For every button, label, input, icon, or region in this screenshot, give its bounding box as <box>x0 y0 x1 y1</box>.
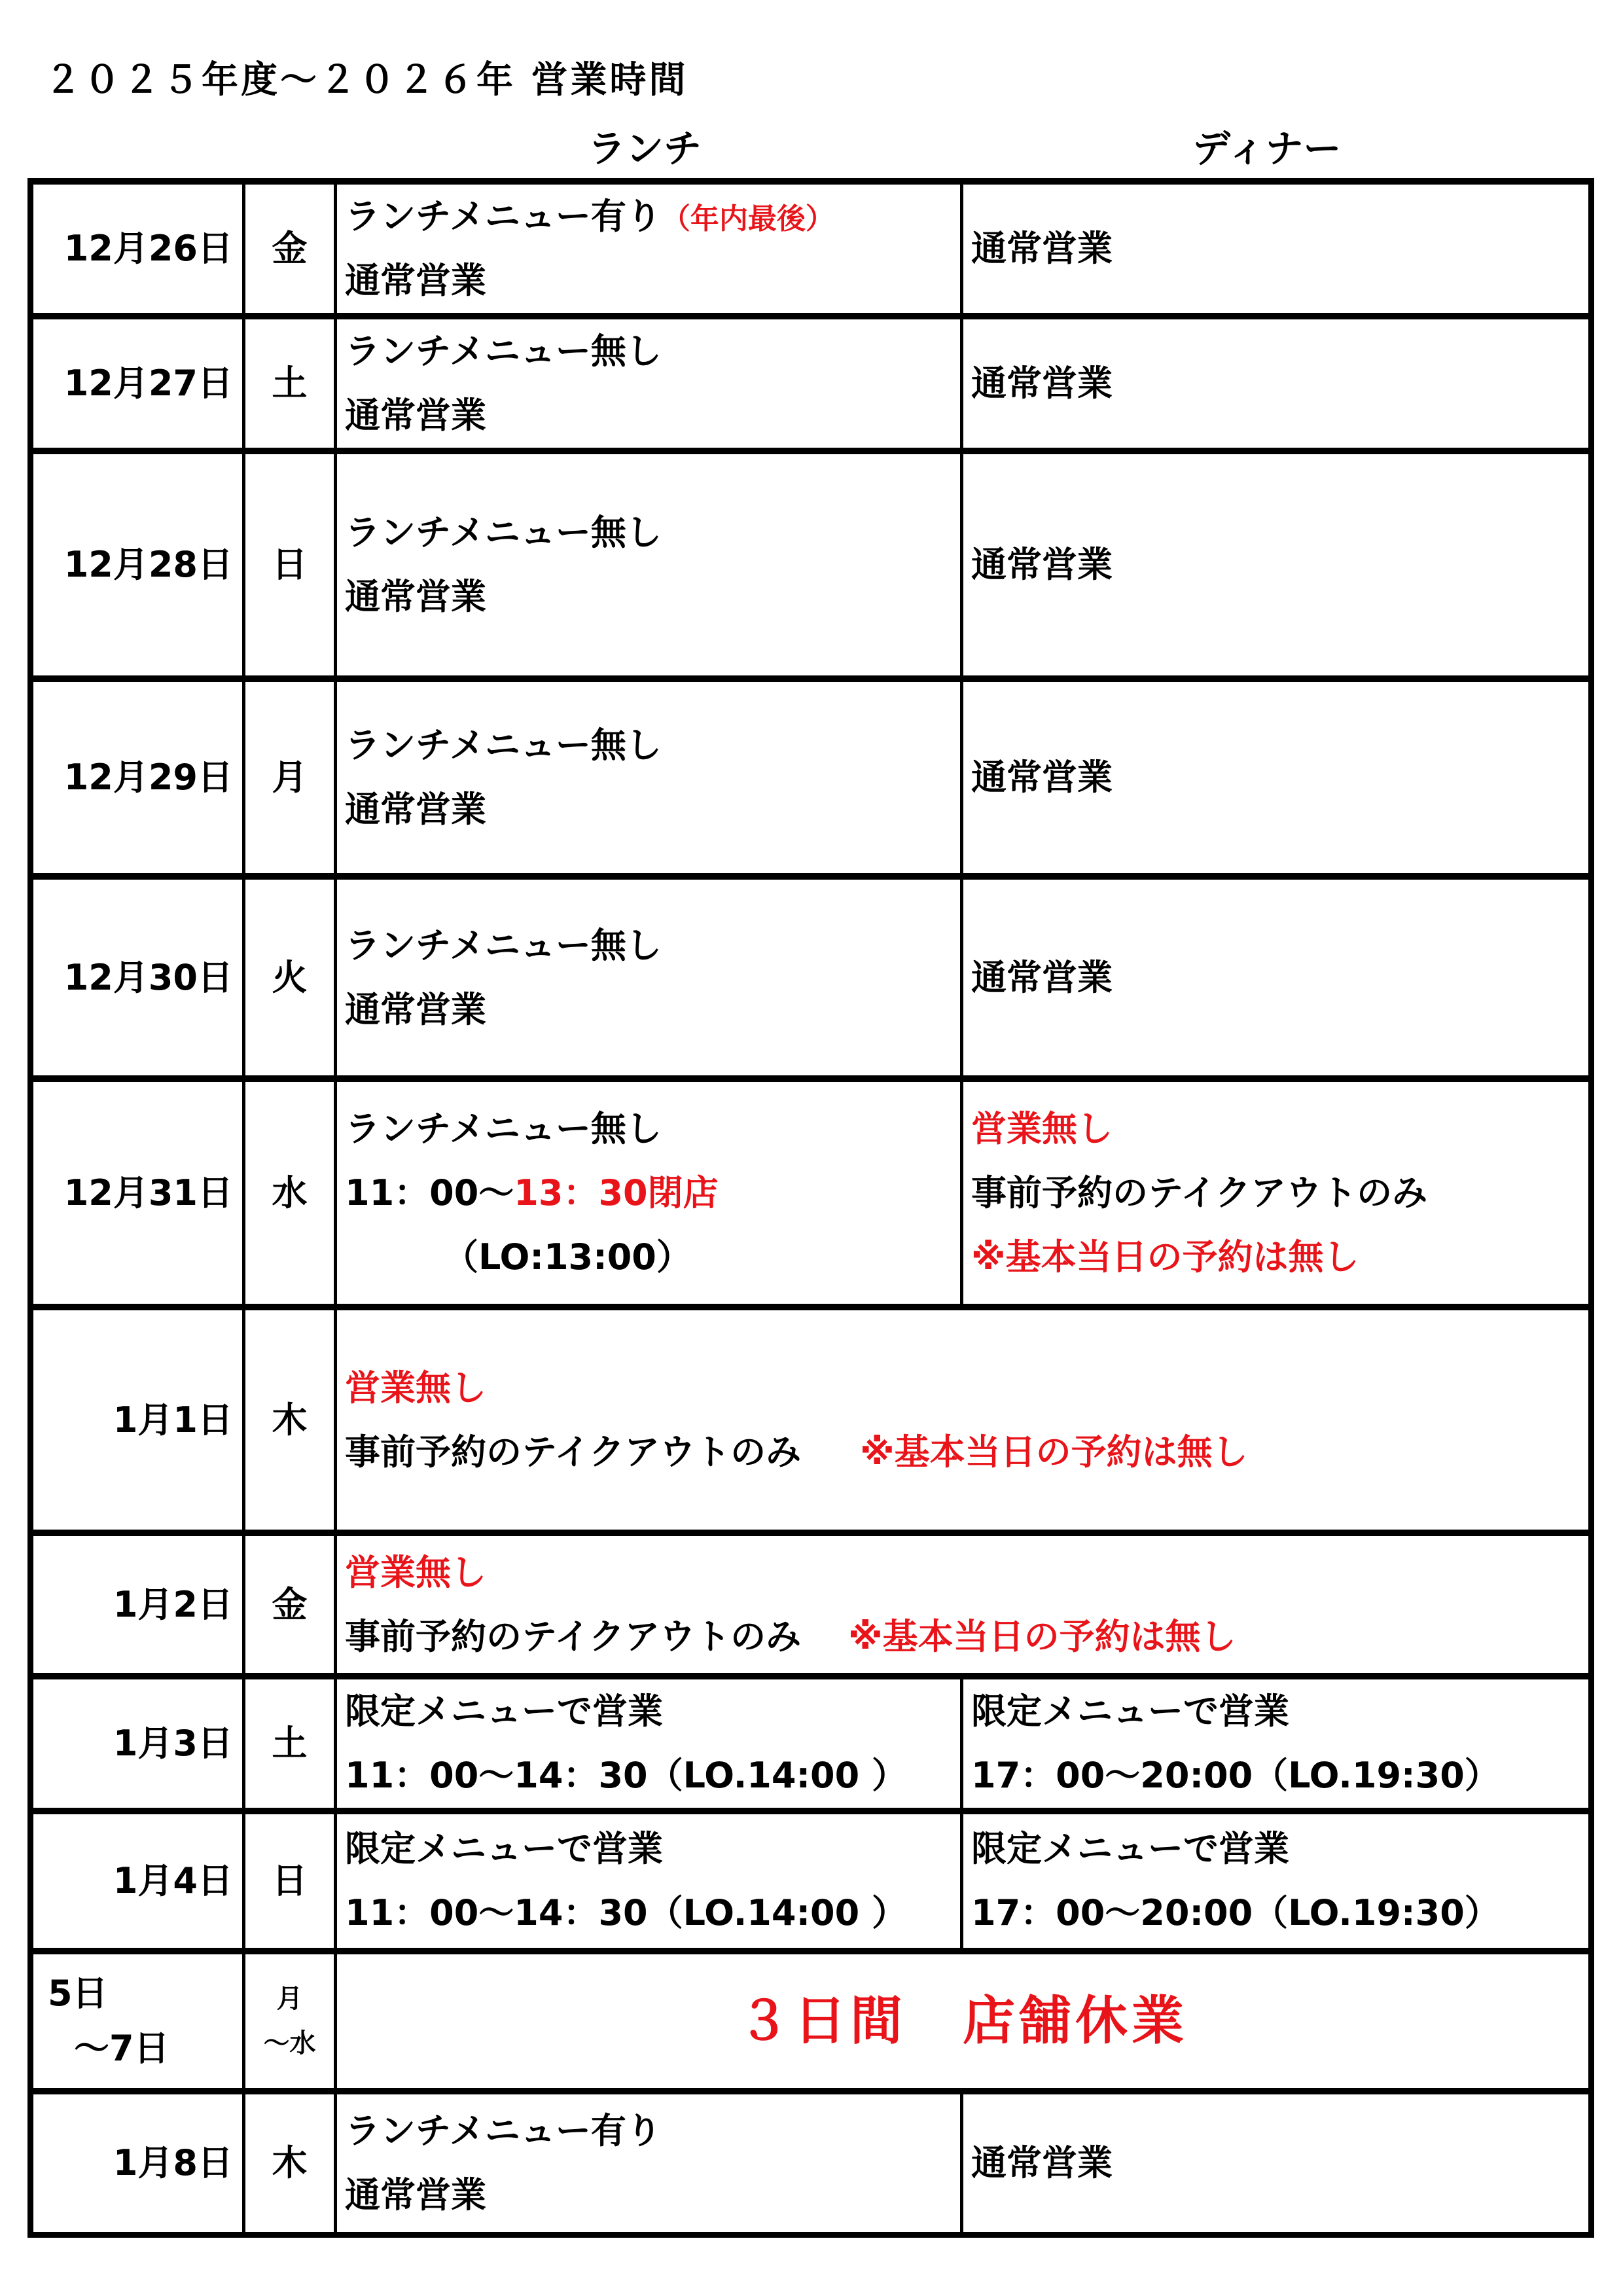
lunch-menu-status: ランチメニュー無し <box>345 725 662 766</box>
dinner-cell <box>962 679 1592 876</box>
date-cell: 12月26日 <box>31 181 244 316</box>
year-last-note: （年内最後） <box>661 202 834 236</box>
table-row <box>31 1533 1592 1676</box>
lunch-menu-status: ランチメニュー無し <box>345 512 662 553</box>
lunch-close-time: 13：30閉店 <box>514 1172 719 1213</box>
lunch-hours: 11：00～14：30（LO.14:00 ） <box>345 1892 907 1933</box>
weekday-cell: 金 <box>244 1533 336 1676</box>
date-range-cell <box>31 1951 244 2091</box>
dinner-hours: 17：00～20:00（LO.19:30） <box>971 1892 1500 1933</box>
range-start: 5日 <box>48 1973 108 2015</box>
merged-cell <box>336 1533 1592 1676</box>
lunch-column-header: ランチ <box>588 126 702 171</box>
lunch-hours: 通常営業 <box>345 576 486 617</box>
table-row <box>31 1079 1592 1307</box>
lunch-hours: 通常営業 <box>345 395 486 436</box>
weekday-cell: 土 <box>244 316 336 451</box>
date-cell: 1月8日 <box>31 2091 244 2234</box>
lunch-hours: 通常営業 <box>345 260 486 301</box>
dinner-cell <box>962 876 1592 1079</box>
takeout-note: 事前予約のテイクアウトのみ <box>345 1615 802 1657</box>
dinner-cell <box>962 316 1592 451</box>
lunch-menu-status: ランチメニュー無し <box>345 1107 662 1149</box>
lunch-cell <box>336 2091 962 2234</box>
lunch-cell <box>336 1676 962 1811</box>
range-end-dow: ～水 <box>263 2028 316 2058</box>
takeout-note: 事前予約のテイクアウトのみ <box>345 1431 802 1473</box>
date-cell: 12月28日 <box>31 451 244 679</box>
lunch-cell <box>336 1079 962 1307</box>
weekday-cell: 土 <box>244 1676 336 1811</box>
page-title: ２０２５年度～２０２６年 営業時間 <box>45 59 688 101</box>
dinner-status: 通常営業 <box>971 544 1113 585</box>
same-day-note: ※基本当日の予約は無し <box>971 1236 1359 1278</box>
dinner-status: 通常営業 <box>971 757 1113 798</box>
lunch-cell <box>336 316 962 451</box>
lunch-menu-status: ランチメニュー有り <box>345 2109 662 2151</box>
date-cell: 1月1日 <box>31 1307 244 1533</box>
dinner-menu-status: 限定メニューで営業 <box>971 1828 1289 1869</box>
table-row <box>31 181 1592 316</box>
date-cell: 1月2日 <box>31 1533 244 1676</box>
lunch-menu-status: 限定メニューで営業 <box>345 1828 663 1869</box>
lunch-menu-status: 限定メニューで営業 <box>345 1691 663 1732</box>
lunch-hours: 11：00～14：30（LO.14:00 ） <box>345 1755 907 1796</box>
date-cell: 1月3日 <box>31 1676 244 1811</box>
table-row <box>31 1811 1592 1951</box>
table-row <box>31 1951 1592 2091</box>
dinner-cell <box>962 1676 1592 1811</box>
lunch-hours: 通常営業 <box>345 789 486 830</box>
dinner-cell <box>962 1811 1592 1951</box>
same-day-note: ※基本当日の予約は無し <box>860 1431 1248 1473</box>
weekday-cell: 火 <box>244 876 336 1079</box>
dinner-hours: 17：00～20:00（LO.19:30） <box>971 1755 1500 1796</box>
lunch-cell <box>336 181 962 316</box>
business-hours-table <box>27 178 1594 2238</box>
dinner-column-header: ディナー <box>1192 126 1342 171</box>
dinner-status: 営業無し <box>971 1107 1113 1149</box>
weekday-cell: 日 <box>244 1811 336 1951</box>
lunch-cell <box>336 679 962 876</box>
dinner-cell <box>962 1079 1592 1307</box>
lunch-hours: 通常営業 <box>345 2174 486 2215</box>
weekday-cell: 月 <box>244 679 336 876</box>
closed-status: 営業無し <box>345 1367 486 1408</box>
table-row <box>31 316 1592 451</box>
takeout-note: 事前予約のテイクアウトのみ <box>971 1172 1428 1213</box>
table-row <box>31 876 1592 1079</box>
table-row <box>31 1676 1592 1811</box>
date-cell: 12月27日 <box>31 316 244 451</box>
dinner-cell <box>962 451 1592 679</box>
date-cell: 12月30日 <box>31 876 244 1079</box>
same-day-note: ※基本当日の予約は無し <box>848 1615 1236 1657</box>
table-row <box>31 451 1592 679</box>
dinner-cell <box>962 181 1592 316</box>
closed-status: 営業無し <box>345 1551 486 1593</box>
date-cell: 1月4日 <box>31 1811 244 1951</box>
merged-cell <box>336 1307 1592 1533</box>
date-cell: 12月31日 <box>31 1079 244 1307</box>
weekday-cell: 木 <box>244 1307 336 1533</box>
lunch-menu-status: ランチメニュー有り <box>345 196 662 237</box>
range-start-dow: 月 <box>276 1984 303 2014</box>
weekday-cell: 水 <box>244 1079 336 1307</box>
store-closed-notice: ３日間 店舗休業 <box>336 1951 1592 2091</box>
lunch-cell <box>336 1811 962 1951</box>
dinner-status: 通常営業 <box>971 956 1113 998</box>
dinner-status: 通常営業 <box>971 228 1113 269</box>
weekday-cell: 日 <box>244 451 336 679</box>
range-end: ～7日 <box>74 2028 169 2069</box>
table-row <box>31 679 1592 876</box>
lunch-cell <box>336 451 962 679</box>
table-row <box>31 1307 1592 1533</box>
lunch-open-time: 11：00～ <box>345 1172 514 1213</box>
date-cell: 12月29日 <box>31 679 244 876</box>
lunch-hours: 通常営業 <box>345 988 486 1030</box>
table-row <box>31 2091 1592 2234</box>
dinner-status: 通常営業 <box>971 2142 1113 2183</box>
lunch-cell <box>336 876 962 1079</box>
weekday-cell: 木 <box>244 2091 336 2234</box>
weekday-range-cell <box>244 1951 336 2091</box>
lunch-menu-status: ランチメニュー無し <box>345 924 662 966</box>
dinner-cell <box>962 2091 1592 2234</box>
last-order: （LO:13:00） <box>443 1236 692 1278</box>
dinner-status: 通常営業 <box>971 363 1113 404</box>
weekday-cell: 金 <box>244 181 336 316</box>
lunch-menu-status: ランチメニュー無し <box>345 331 662 372</box>
dinner-menu-status: 限定メニューで営業 <box>971 1691 1289 1732</box>
